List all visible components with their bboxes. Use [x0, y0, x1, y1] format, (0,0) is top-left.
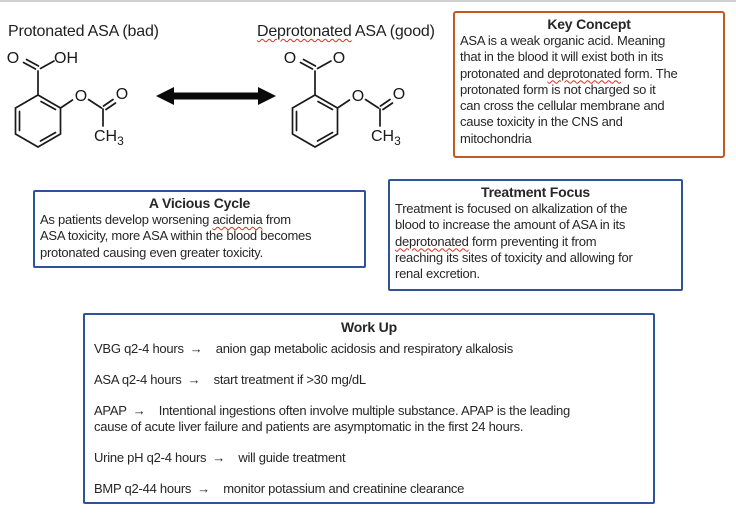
methyl-subscript: 3 — [117, 134, 124, 148]
work-up-label: BMP q2-44 hours — [94, 481, 192, 496]
treatment-focus-line: Treatment is focused on alkalization of the — [395, 201, 628, 216]
work-up-row-apap — [94, 403, 644, 435]
treatment-focus-body — [390, 201, 681, 282]
key-concept-box — [453, 11, 725, 158]
treatment-focus-line: deprotonated form preventing it from — [395, 233, 597, 249]
squiggle-word: acidemia — [212, 212, 263, 227]
vicious-cycle-line: protonated causing even greater toxicity. — [40, 244, 263, 260]
ester-carbonyl-oxygen-label: O — [115, 86, 129, 103]
work-up-label: Urine pH q2-4 hours — [94, 450, 207, 465]
benzene-ring — [293, 95, 338, 147]
key-concept-body — [455, 33, 723, 147]
work-up-box — [83, 313, 655, 504]
ester-oxygen-label: O — [351, 88, 365, 105]
key-concept-line: can cross the cellular membrane and — [460, 98, 665, 114]
work-up-row-urine-ph — [94, 450, 644, 466]
deprotonated-asa-label-rest: ASA (good) — [351, 23, 435, 40]
hydroxyl-label: OH — [54, 50, 78, 67]
key-concept-line: protonated and deprotonated form. The — [460, 65, 678, 81]
methyl-label — [94, 128, 124, 148]
work-up-desc: start treatment if >30 mg/dL — [213, 372, 366, 387]
deprotonated-asa-structure — [279, 46, 424, 158]
protonated-asa-label-text: Protonated ASA (bad) — [8, 23, 159, 40]
protonated-asa-label — [8, 23, 159, 41]
vicious-cycle-line: ASA toxicity, more ASA within the blood becomes — [40, 228, 312, 244]
equilibrium-arrow — [155, 86, 277, 106]
benzene-ring — [16, 95, 61, 147]
carbonyl-oxygen-label: O — [283, 50, 297, 67]
key-concept-line: cause toxicity in the CNS and — [460, 114, 623, 130]
treatment-focus-line: renal excretion. — [395, 266, 480, 282]
work-up-title: Work Up — [341, 319, 397, 335]
work-up-desc: Intentional ingestions often involve multiple substance. APAP is the leading — [158, 403, 570, 418]
ester-carbonyl-oxygen-label: O — [392, 86, 406, 103]
slide-top-edge — [0, 0, 736, 2]
squiggle-word: deprotonated — [547, 65, 621, 81]
right-arrow-icon: → — [132, 403, 146, 418]
work-up-label: APAP — [94, 403, 127, 418]
methyl-label — [371, 128, 401, 148]
deprotonated-asa-label — [257, 23, 435, 41]
ester-oxygen-label: O — [74, 88, 88, 105]
double-headed-arrow-shape — [156, 87, 276, 105]
work-up-row-asa — [94, 372, 644, 388]
methyl-subscript: 3 — [394, 134, 401, 148]
vicious-cycle-box — [33, 190, 366, 268]
work-up-desc-continuation: cause of acute liver failure and patients are asymptomatic in the first 24 hours. — [94, 419, 524, 434]
protonated-asa-structure — [2, 46, 147, 158]
treatment-focus-line: blood to increase the amount of ASA in its — [395, 217, 626, 233]
work-up-desc: anion gap metabolic acidosis and respiratory alkalosis — [215, 341, 513, 356]
protonated-asa-atom-labels — [7, 50, 128, 148]
right-arrow-icon: → — [187, 372, 201, 387]
work-up-label: ASA q2-4 hours — [94, 372, 182, 387]
key-concept-line: mitochondria — [460, 130, 532, 146]
key-concept-line: that in the blood it will exist both in its — [460, 49, 664, 65]
squiggle-word: deprotonated — [395, 233, 469, 249]
key-concept-line: protonated form is not charged so it — [460, 81, 656, 97]
right-arrow-icon: → — [189, 341, 203, 356]
treatment-focus-title: Treatment Focus — [480, 184, 591, 200]
deprotonated-asa-atom-labels — [284, 50, 405, 148]
right-arrow-icon: → — [197, 481, 211, 496]
work-up-row-vbg — [94, 341, 644, 357]
vicious-cycle-title: A Vicious Cycle — [148, 195, 251, 211]
right-arrow-icon: → — [212, 450, 226, 465]
carboxylate-oxygen-label: O — [332, 50, 346, 67]
work-up-label: VBG q2-4 hours — [94, 341, 184, 356]
work-up-row-bmp — [94, 481, 644, 497]
work-up-desc: will guide treatment — [238, 450, 346, 465]
vicious-cycle-line: As patients develop worsening acidemia from — [40, 212, 291, 227]
vicious-cycle-body — [35, 212, 364, 261]
key-concept-title: Key Concept — [547, 16, 631, 32]
key-concept-line: ASA is a weak organic acid. Meaning — [460, 33, 666, 48]
treatment-focus-line: reaching its sites of toxicity and allowing for — [395, 249, 633, 265]
deprotonated-word: Deprotonated — [257, 23, 352, 40]
work-up-body — [85, 339, 653, 497]
methyl-ch: CH — [94, 128, 118, 145]
methyl-ch: CH — [371, 128, 395, 145]
work-up-desc: monitor potassium and creatinine clearance — [223, 481, 465, 496]
treatment-focus-box — [388, 179, 683, 291]
carbonyl-oxygen-label: O — [6, 50, 20, 67]
